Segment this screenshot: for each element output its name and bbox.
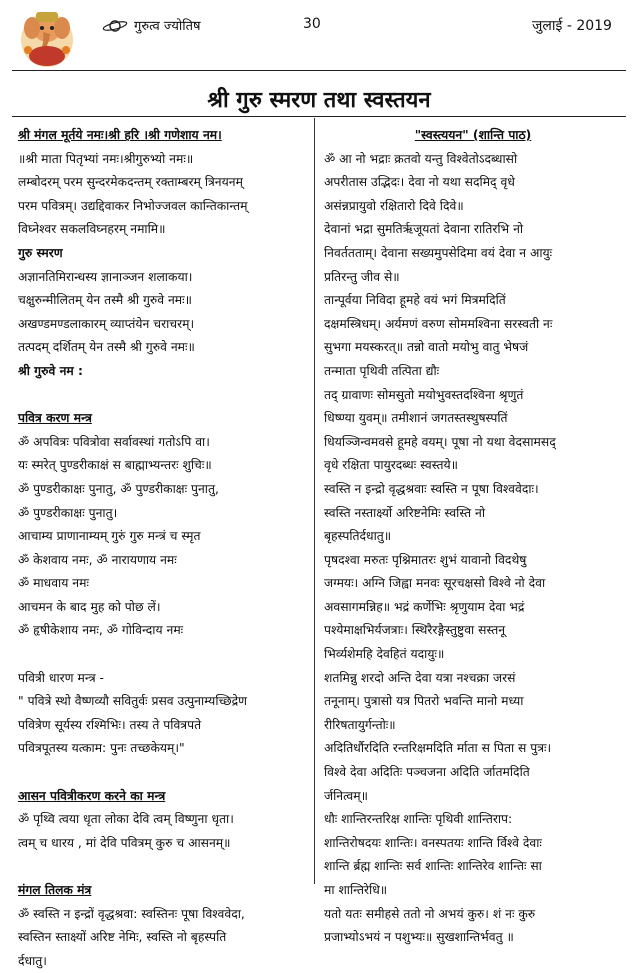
text-line: अवसागमन्निह॥ भद्रं कर्णेभिः श्रृणुयाम देवा भद्रं [324,599,525,614]
text-line: र्दधातु। [18,953,47,968]
text-line: जग्मयः। अग्नि जिह्वा मनवः सूरचक्षसो विश्वे नो देवा [324,576,546,591]
text-line: तान्पूर्वया निविदा हूमहे वयं भगं मित्रमदितिं [324,293,506,308]
section-heading: आसन पवित्रीकरण करने का मन्त्र [18,788,166,803]
section-heading: गुरु स्मरण [18,245,63,260]
text-line: यः स्मरेत् पुण्डरीकाक्षं स बाह्माभ्यन्तरः शुचिः॥ [18,458,212,473]
text-line: ॐ पुण्डरीकाक्षः पुनातु, ॐ पुण्डरीकाक्षः पुनातु, [18,481,219,496]
text-line: दक्षमस्त्रिधम्। अर्यमणं वरुण सोममश्विना सरस्वती नः [324,316,553,331]
text-line: स्वस्ति न इन्द्रो वृद्धश्रवाः स्वस्ति न पूषा विश्ववेदाः। [324,481,539,496]
text-line: स्वस्ति नस्तार्क्ष्यो अरिष्टनेमिः स्वस्ति नो [324,505,486,520]
saturn-icon [102,18,128,34]
text-line: तद् ग्रावाणः सोमसुतो मयोभुवस्तदश्विना श्रृणुतं [324,387,524,402]
text-line: धिष्ण्या युवम्॥ तमीशानं जगतस्तस्थुषस्पतिं [324,411,508,426]
text-line: विश्वे देवा अदितिः पञ्चजना अदिति र्जातमदिति [324,765,530,780]
text-line: पवित्री धारण मन्त्र - [18,670,104,685]
text-line: ॐ माधवाय नमः [18,576,89,591]
spacer [18,761,308,785]
spacer [18,855,308,879]
text-line: ॥श्री माता पितृभ्यां नमः।श्रीगुरुभ्यो नमः॥ [18,151,194,166]
text-line: अदितिर्धौरदिति रन्तरिक्षमदिति र्माता स पिता स पुत्रः। [324,741,552,756]
text-line: अज्ञानतिमिरान्धस्य ज्ञानाञ्जन शलाकया। [18,269,193,284]
page-header [0,0,638,72]
text-line: यतो यतः समीहसे ततो नो अभयं कुरु। शं नः कुरु [324,906,536,921]
text-line: परम पवित्रम्। उद्यद्दिवाकर निभोज्जवल कान्तिकान्तम् [18,198,248,213]
spacer [18,384,308,408]
text-line: भिर्व्यशेमहि देवहितं यदायुः॥ [324,647,445,662]
right-column [324,124,622,950]
text-line: ॐ केशवाय नमः, ॐ नारायणाय नमः [18,552,177,567]
text-line: देवानां भद्रा सुमतिर्ऋजूयतां देवाना रातिरभि नो [324,222,524,237]
text-line: लम्बोदरम् परम सुन्दरमेकदन्तम् रक्ताम्बरम् त्रिनयनम् [18,175,243,190]
text-line: तत्पदम् दर्शितम् येन तस्मै श्री गुरुवे नमः॥ [18,340,195,355]
spacer [18,643,308,667]
text-line: पश्येमाक्षभिर्यजत्राः। स्थिरैरङ्गैस्तुष्टुवा सस्तनू [324,623,506,638]
text-line: बृहस्पतिर्दधातु॥ [324,529,392,544]
text-line: पृषदश्वा मरुतः पृश्निमातरः शुभं यावानो विदथेषु [324,552,527,567]
text-line: पवित्रपूतस्य यत्काम: पुनः तच्छकेयम्।" [18,741,185,756]
text-line: निवर्ततताम्। देवाना सख्यमुपसेदिमा वयं देवा न आयुः [324,245,553,260]
text-line: तनूनाम्। पुत्रासो यत्र पितरो भवन्ति मानो मध्या [324,694,524,709]
text-line: असंन्नप्रायुवो रक्षितारो दिवे दिवे॥ [324,198,464,213]
text-line: स्वस्तिन स्ताक्ष्यों अरिष्ट नेमिः, स्वस्ति नो बृहस्पति [18,930,227,945]
text-line: ॐ पुण्डरीकाक्षः पुनातु। [18,505,118,520]
section-heading: श्री मंगल मूर्तये नमः।श्री हरि ।श्री गणेशाय नम। [18,128,222,142]
text-line: अपरीतास उद्भिदः। देवा नो यथा सदमिद् वृधे [324,175,515,190]
text-line: शान्ति र्ब्रह्म शान्तिः सर्व शान्तिः शान्तिरेव शान्तिः सा [324,859,542,874]
text-line: शतमिन्नु शरदो अन्ति देवा यत्रा नश्चक्रा जरसं [324,670,516,685]
text-line: आचाम्य प्राणानाम्यम् गुरुं गुरु मन्त्रं च स्मृत [18,529,201,544]
text-line: धौः शान्तिरन्तरिक्ष शान्तिः पृथिवी शान्तिराप: [324,812,513,827]
issue-month: जुलाई - 2019 [532,18,612,34]
publication-name: गुरुत्व ज्योतिष [134,19,201,34]
text-line: र्जनित्वम्॥ [324,788,368,803]
text-line: ॐ हृषीकेशाय नमः, ॐ गोविन्दाय नमः [18,623,184,638]
text-line: प्रतिरन्तु जीव से॥ [324,269,400,284]
text-line: ॐ अपवित्रः पवित्रोवा सर्वावस्थां गतोऽपि वा। [18,434,210,449]
text-line: अखण्डमण्डलाकारम् व्याप्तंयेन चराचरम्। [18,316,195,331]
text-line: रीरिषतायुर्गन्तोः॥ [324,717,396,732]
text-line: तन्माता पृथिवी तत्पिता द्यौः [324,363,440,378]
page-title: श्री गुरु स्मरण तथा स्वस्तयन [207,88,431,113]
section-heading: "स्वस्त्ययन" (शान्ति पाठ) [414,128,532,142]
section-heading: पवित्र करण मन्त्र [18,411,92,426]
section-heading: मंगल तिलक मंत्र [18,883,92,897]
text-line: ॐ स्वस्ति न इन्द्रों वृद्धश्रवा: स्वस्तिनः पूषा विश्ववेदा, [18,906,245,921]
section-heading: श्री गुरुवे नम : [18,363,83,378]
text-line: धियञ्जिन्वमवसे हूमहे वयम्। पूषा नो यथा वेदसामसद् [324,434,556,449]
ganesha-image [18,6,76,68]
text-line: आचमन के बाद मुह को पोछ लें। [18,599,161,614]
text-line: विघ्नेश्वर सकलविघ्नहरम् नमामि॥ [18,222,166,237]
text-line: वृधे रक्षिता पायुरदब्धः स्वस्तये॥ [324,458,459,473]
column-divider [314,118,315,884]
header-rule [12,70,626,71]
text-line: चक्षुरुन्मीलितम् येन तस्मै श्री गुरुवे नमः॥ [18,293,192,308]
text-line: प्रजाभ्योऽभयं न पशुभ्यः॥ सुखशान्तिर्भवतु ॥ [324,930,514,945]
text-line: मा शान्तिरेधि॥ [324,883,388,897]
text-line: पवित्रेण सूर्यस्य रश्मिभिः। तस्य ते पवित्रपते [18,717,202,732]
left-column [18,124,308,973]
text-line: सुभगा मयस्करत्॥ तन्नो वातो मयोभु वातु भेषजं [324,340,529,355]
text-line: " पवित्रे स्थो वैष्णव्यौ सवितुर्वः प्रसव उत्पुनाम्यच्छिद्रेण [18,694,248,709]
text-line: त्वम् च धारय , मां देवि पवित्रम् कुरु च आसनम्॥ [18,835,231,850]
text-line: ॐ आ नो भद्राः क्रतवो यन्तु विश्वेतोऽदब्धासो [324,151,518,166]
text-line: ॐ पृथ्वि त्वया धृता लोका देवि त्वम् विष्णुना धृता। [18,812,234,827]
text-line: शान्तिरोषदयः शान्तिः। वनस्पतयः शान्ति र्विश्वे देवाः [324,835,542,850]
page-number: 30 [303,16,321,32]
title-rule [12,116,626,117]
